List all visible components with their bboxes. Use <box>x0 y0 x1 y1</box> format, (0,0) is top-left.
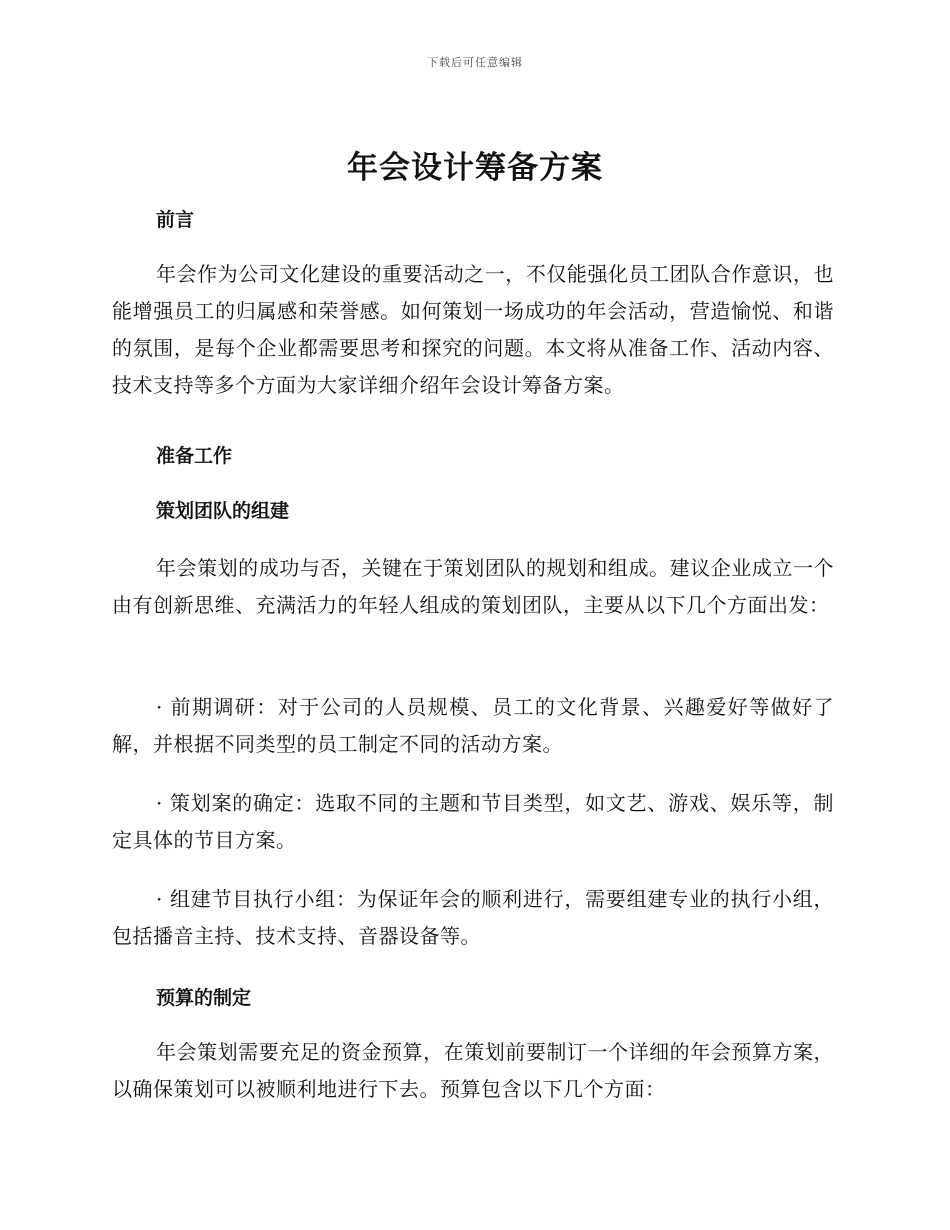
team-heading-block <box>112 497 834 525</box>
budget-paragraph-block <box>112 1034 834 1108</box>
page-header-note: 下载后可任意编辑 <box>427 56 523 69</box>
section-heading-preparation: 准备工作 <box>156 445 233 467</box>
budget-heading-block <box>112 984 834 1012</box>
subsection-heading-team: 策划团队的组建 <box>156 500 290 522</box>
team-paragraph-block <box>112 550 834 624</box>
document-title: 年会设计筹备方案 <box>347 150 603 186</box>
paragraph-budget: 年会策划需要充足的资金预算，在策划前要制订一个详细的年会预算方案，以确保策划可以被顺利地进行下去。预算包含以下几个方面： <box>112 1040 834 1101</box>
paragraph-preface: 年会作为公司文化建设的重要活动之一，不仅能强化员工团队合作意识，也能增强员工的归属感和荣誉感。如何策划一场成功的年会活动，营造愉悦、和谐的氛围，是每个企业都需要思考和探究的问题。本文将从准备工作、活动内容、技术支持等多个方面为大家详细介绍年会设计筹备方案。 <box>112 262 834 397</box>
team-bullet-1-block <box>112 689 834 763</box>
preface-paragraph-block <box>112 256 834 404</box>
bullet-item-plan: · 策划案的确定：选取不同的主题和节目类型，如文艺、游戏、娱乐等，制定具体的节目方案。 <box>112 791 834 852</box>
bullet-item-research: · 前期调研：对于公司的人员规模、员工的文化背景、兴趣爱好等做好了解，并根据不同类型的员工制定不同的活动方案。 <box>112 695 834 756</box>
bullet-item-execution-team: · 组建节目执行小组：为保证年会的顺利进行，需要组建专业的执行小组，包括播音主持、技术支持、音器设备等。 <box>112 887 834 948</box>
paragraph-team-intro: 年会策划的成功与否，关键在于策划团队的规划和组成。建议企业成立一个由有创新思维、充满活力的年轻人组成的策划团队，主要从以下几个方面出发： <box>112 556 834 617</box>
prep-heading-block <box>112 442 834 470</box>
team-bullet-3-block <box>112 881 834 955</box>
preface-heading-block <box>112 206 834 234</box>
subsection-heading-budget: 预算的制定 <box>156 987 252 1009</box>
team-bullet-2-block <box>112 785 834 859</box>
section-heading-preface: 前言 <box>156 209 195 231</box>
